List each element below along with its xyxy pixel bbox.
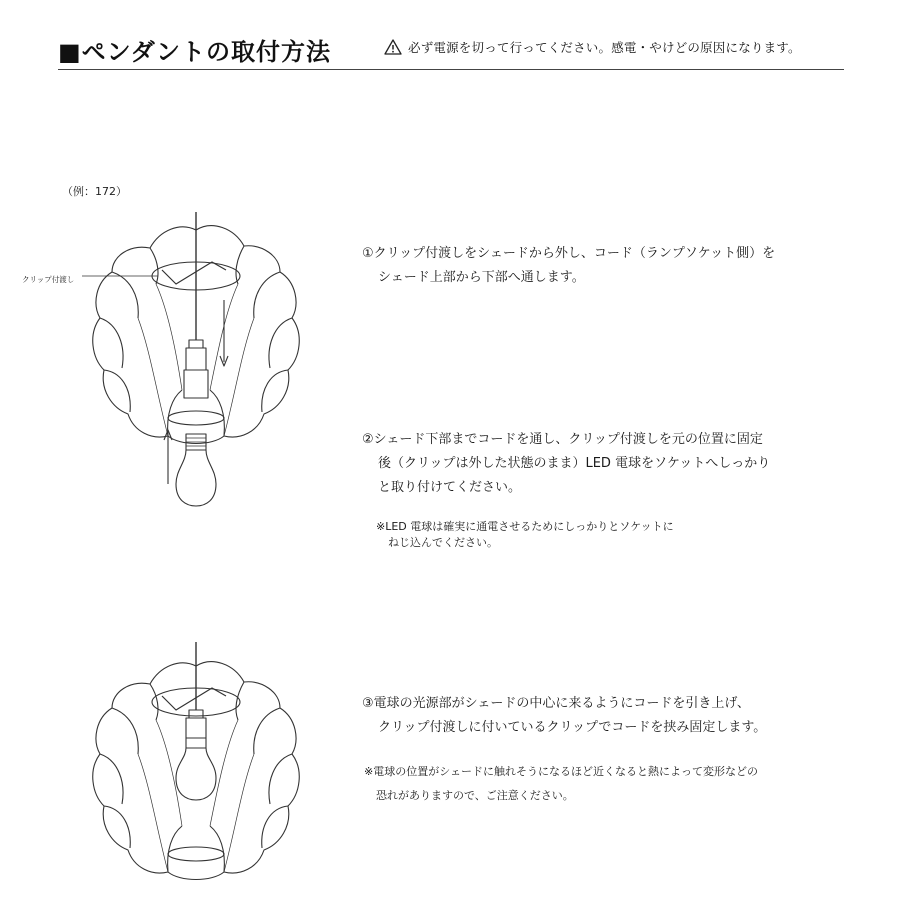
warning-text: 必ず電源を切って行ってください。感電・やけどの原因になります。 [408,40,801,55]
step-2-note-line: ねじ込んでください。 [388,536,498,549]
header-divider [58,69,844,70]
step-2-line: ②シェード下部までコードを通し、クリップ付渡しを元の位置に固定 [362,432,763,447]
step-2-note [376,519,674,551]
step-1-line: シェード上部から下部へ通します。 [378,270,585,285]
step-2-line: 後（クリップは外した状態のまま）LED 電球をソケットへしっかり [378,456,771,471]
page-title: ■ペンダントの取付方法 [58,38,331,66]
warning-notice [384,38,801,56]
step-2-note-line: ※LED 電球は確実に通電させるためにしっかりとソケットに [376,520,674,533]
step-2-instructions [362,428,770,500]
step-3-note [364,760,758,808]
step-1-line: ①クリップ付渡しをシェードから外し、コード（ランプソケット側）を [362,246,776,261]
step-3-note-line: ※電球の位置がシェードに触れそうになるほど近くなると熱によって変形などの [364,765,758,778]
warning-triangle-icon [384,39,402,55]
step-2-line: と取り付けてください。 [378,480,522,495]
pendant-illustration-step1 [0,200,320,520]
example-model-label: （例：172） [62,185,127,198]
clip-bridge-label: クリップ付渡し [22,275,75,284]
step-1-instructions [362,242,775,290]
step-3-line: クリップ付渡しに付いているクリップでコードを挟み固定します。 [378,720,767,735]
step-3-note-line: 恐れがありますので、ご注意ください。 [376,789,574,802]
step-3-instructions [362,692,766,740]
pendant-illustration-step3 [0,640,320,880]
step-3-line: ③電球の光源部がシェードの中心に来るようにコードを引き上げ、 [362,696,750,711]
